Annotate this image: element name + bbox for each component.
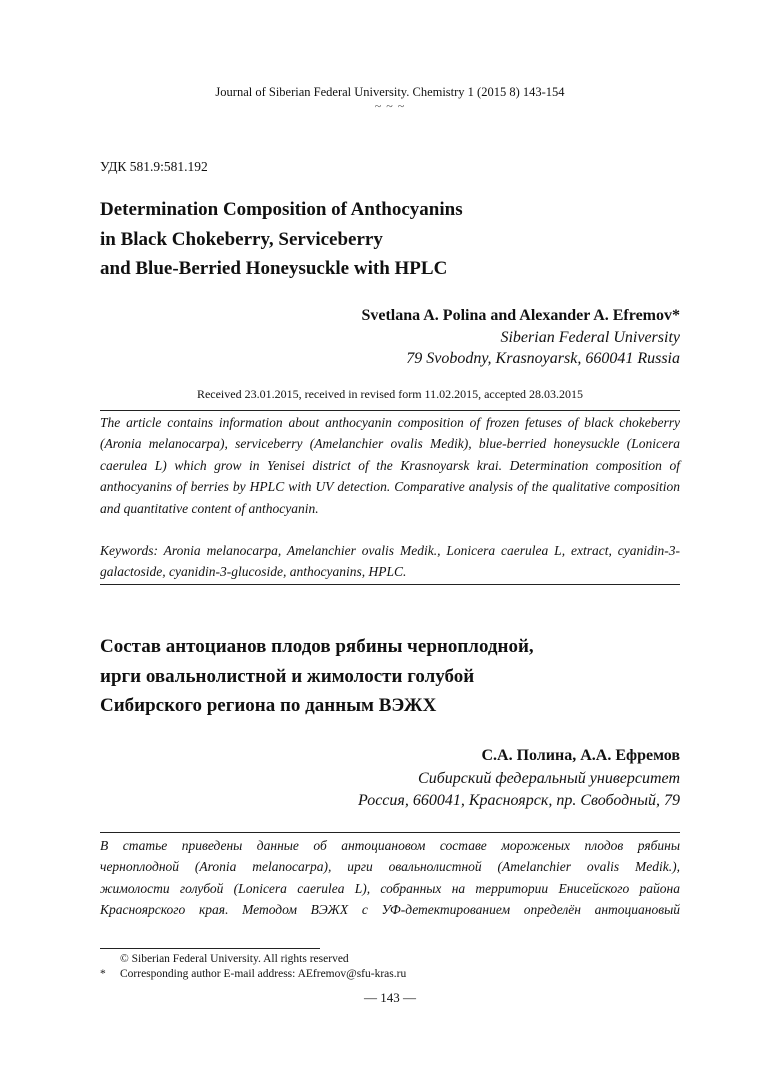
abstract-ru-line: Красноярского края. Методом ВЭЖХ с УФ-детектированием определён антоциановый xyxy=(100,902,680,918)
divider xyxy=(100,584,680,585)
title-en-line: in Black Chokeberry, Serviceberry xyxy=(100,228,383,250)
footnote-divider xyxy=(100,948,320,949)
divider xyxy=(100,410,680,411)
journal-header: Journal of Siberian Federal University. Chemistry 1 (2015 8) 143-154 xyxy=(215,85,565,99)
abstract-ru-line: В статье приведены данные об антоциановом составе мороженых плодов рябины xyxy=(100,838,680,853)
received-dates: Received 23.01.2015, received in revised form 11.02.2015, accepted 28.03.2015 xyxy=(196,387,584,401)
title-en-line: Determination Composition of Anthocyanins xyxy=(100,199,463,220)
abstract-ru-line: жимолости голубой (Lonicera caerulea L), собранных на территории Енисейского района xyxy=(100,880,680,896)
abstract-ru xyxy=(100,835,680,921)
title-ru-line: ирги овальнолистной и жимолости голубой xyxy=(100,665,475,687)
keywords-en: Keywords: Aronia melanocarpa, Amelanchier ovalis Medik., Lonicera caerulea L, extract, cyanidin-3-galactoside, cyanidin-3-glucoside, anthocyanins, HPLC. xyxy=(100,543,680,580)
article-title-ru xyxy=(100,632,680,721)
affiliation-en: Siberian Federal University xyxy=(500,329,680,346)
divider xyxy=(100,832,680,833)
abstract-ru-line: черноплодной (Aronia melanocarpa), ирги овальнолистной (Amelanchier ovalis Medik.), xyxy=(100,859,680,875)
footnote-asterisk: * xyxy=(100,968,106,980)
address-ru: Россия, 660041, Красноярск, пр. Свободный, 79 xyxy=(358,792,680,809)
address-en: 79 Svobodny, Krasnoyarsk, 660041 Russia xyxy=(406,350,680,367)
title-en-line: and Blue-Berried Honeysuckle with HPLC xyxy=(100,258,448,279)
header-ornament: ~ ~ ~ xyxy=(374,99,406,113)
affiliation-ru: Сибирский федеральный университет xyxy=(418,770,680,787)
authors-en: Svetlana A. Polina and Alexander A. Efremov* xyxy=(361,307,680,324)
title-ru-line: Состав антоцианов плодов рябины черноплодной, xyxy=(100,636,534,657)
title-ru-line: Сибирского региона по данным ВЭЖХ xyxy=(100,695,437,716)
abstract-en: The article contains information about anthocyanin composition of frozen fetuses of black chokeberry (Aronia melanocarpa), serviceberry (Amelanchier ovalis Medik), blue-berried honeysuckle (Lonicera caerulea L) which grow in Yenisei district of the Krasnoyarsk krai. Determination composition of anthocyanins of berries by HPLC with UV detection. Comparative analysis of the qualitative composition and quantitative content of anthocyanin. xyxy=(100,415,680,516)
page-number: — 143 — xyxy=(364,990,416,1005)
copyright-footnote: © Siberian Federal University. All rights reserved xyxy=(120,953,349,965)
corresponding-author-footnote: Corresponding author E-mail address: AEfremov@sfu-kras.ru xyxy=(120,968,407,980)
article-title-en xyxy=(100,195,660,284)
udk-code: УДК 581.9:581.192 xyxy=(100,159,208,174)
authors-ru: С.А. Полина, А.А. Ефремов xyxy=(481,747,680,764)
